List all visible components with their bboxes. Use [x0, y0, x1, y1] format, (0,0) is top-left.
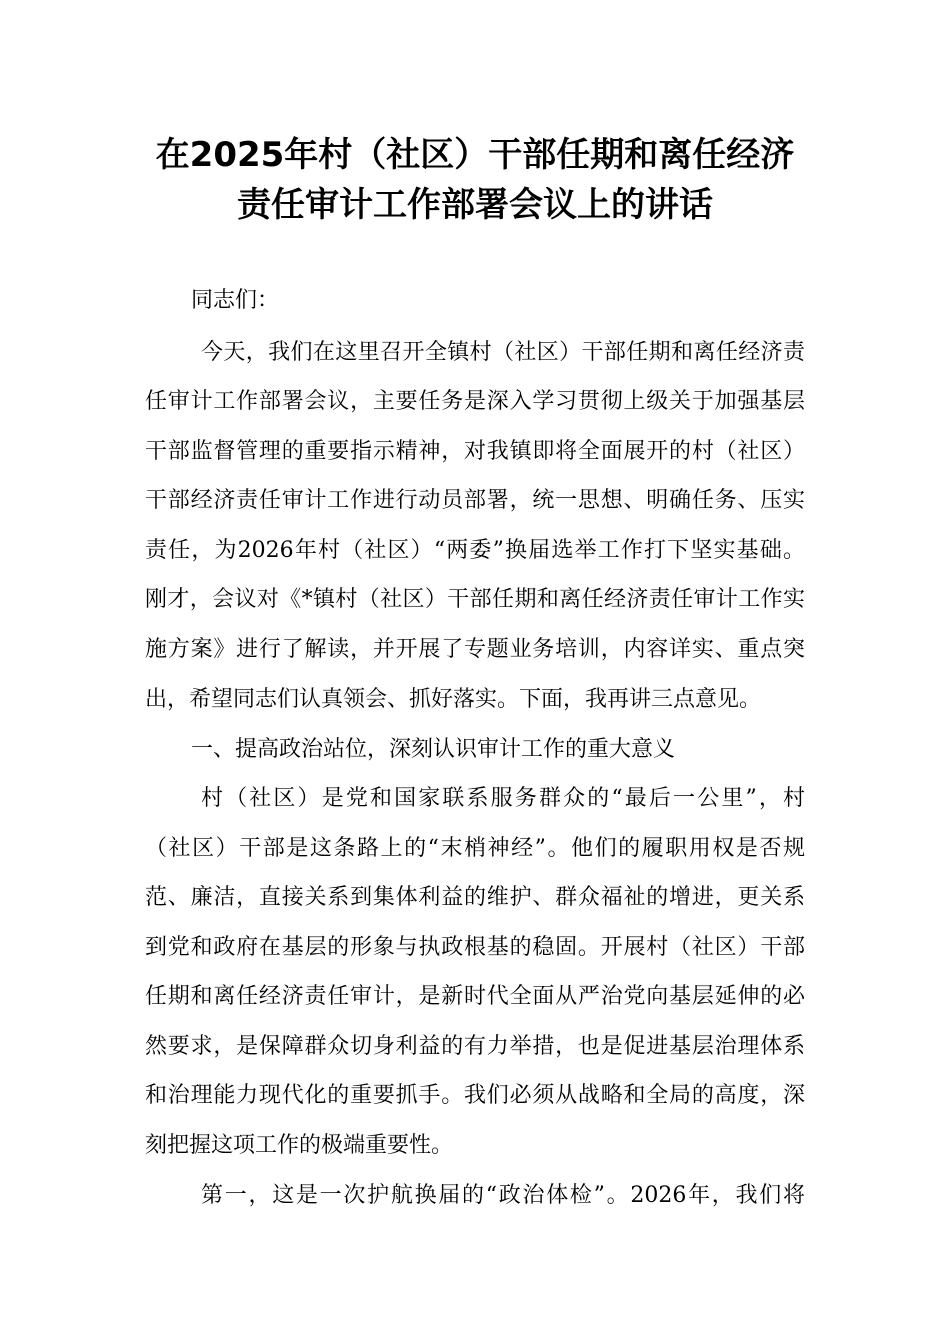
paragraph-line: （社区）干部是这条路上的“末梢神经”。他们的履职用权是否规: [145, 836, 805, 861]
document-title-line-1: 在2025年村（社区）干部任期和离任经济: [155, 135, 795, 175]
paragraph-line: 到党和政府在基层的形象与执政根基的稳固。开展村（社区）干部: [145, 935, 805, 960]
salutation: 同志们：: [191, 288, 280, 313]
paragraph-line: 刚才，会议对《*镇村（社区）干部任期和离任经济责任审计工作实: [145, 587, 805, 612]
section-heading: 一、提高政治站位，深刻认识审计工作的重大意义: [191, 737, 676, 762]
paragraph-line: 施方案》进行了解读，并开展了专题业务培训，内容详实、重点突: [145, 637, 805, 662]
paragraph-line: 今天，我们在这里召开全镇村（社区）干部任期和离任经济责: [201, 340, 805, 365]
paragraph-line: 然要求，是保障群众切身利益的有力举措，也是促进基层治理体系: [145, 1034, 805, 1059]
paragraph-line: 范、廉洁，直接关系到集体利益的维护、群众福祉的增进，更关系: [145, 885, 805, 910]
paragraph-line: 第一，这是一次护航换届的“政治体检”。2026年，我们将: [201, 1183, 805, 1208]
paragraph-line: 干部经济责任审计工作进行动员部署，统一思想、明确任务、压实: [145, 488, 805, 513]
paragraph-line: 任期和离任经济责任审计，是新时代全面从严治党向基层延伸的必: [145, 984, 805, 1009]
paragraph-line: 刻把握这项工作的极端重要性。: [145, 1133, 454, 1158]
paragraph-line: 干部监督管理的重要指示精神，对我镇即将全面展开的村（社区）: [145, 439, 805, 464]
paragraph-line: 责任，为2026年村（社区）“两委”换届选举工作打下坚实基础。: [145, 538, 805, 563]
paragraph-line: 村（社区）是党和国家联系服务群众的“最后一公里”，村: [201, 786, 805, 811]
document-title-line-2: 责任审计工作部署会议上的讲话: [237, 185, 713, 225]
paragraph-line: 和治理能力现代化的重要抓手。我们必须从战略和全局的高度，深: [145, 1083, 805, 1108]
paragraph-line: 出，希望同志们认真领会、抓好落实。下面，我再讲三点意见。: [145, 687, 762, 712]
paragraph-line: 任审计工作部署会议，主要任务是深入学习贯彻上级关于加强基层: [145, 389, 805, 414]
